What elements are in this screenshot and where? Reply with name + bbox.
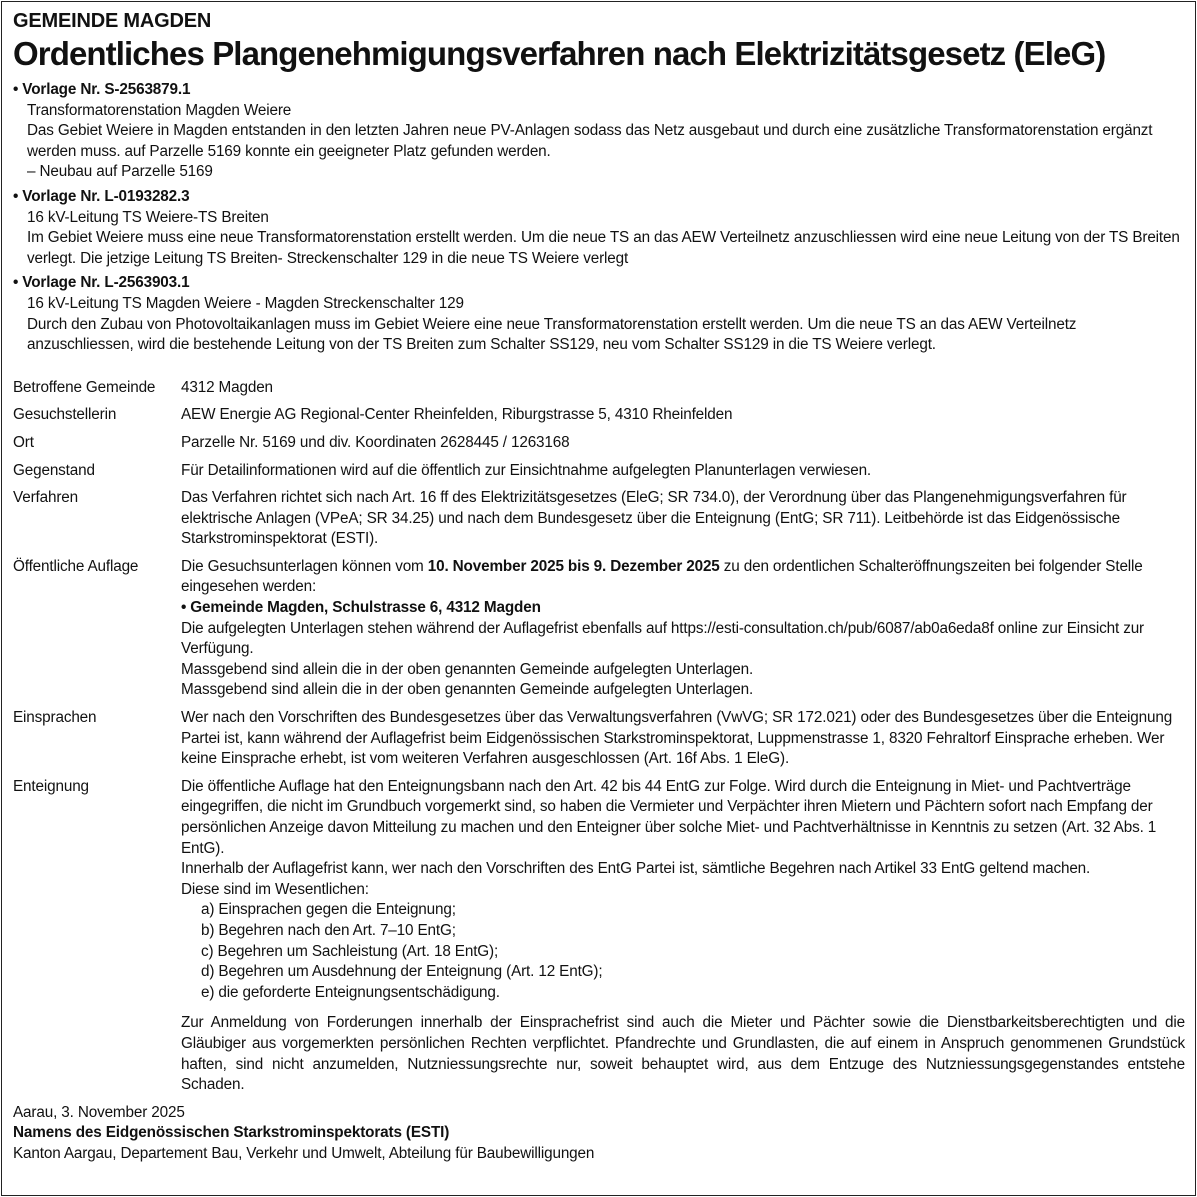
vorlage-subject: 16 kV-Leitung TS Magden Weiere - Magden Streckenschalter 129 <box>27 294 464 312</box>
vorlage-description: Im Gebiet Weiere muss eine neue Transformatorenstation erstellt werden. Um die neue TS an das AEW Verteilnetz anzuschliessen wird eine neue Leitung von der TS Breiten verlegt. Die jetzige Leitung TS Breiten- Streckenschalter 129 in die neue TS Weiere verlegt <box>27 229 1180 267</box>
info-row-auflage <box>13 557 1185 701</box>
enteignung-item: e) die geforderte Enteignungsentschädigung. <box>201 983 500 1001</box>
info-label: Ort <box>13 433 34 451</box>
notice-content <box>13 8 1185 1165</box>
vorlage-number: • Vorlage Nr. S-2563879.1 <box>13 81 191 98</box>
auflage-intro: Die Gesuchsunterlagen können vom 10. November 2025 bis 9. Dezember 2025 zu den ordentlichen Schalteröffnungszeiten bei folgender Stelle eingesehen werden: <box>181 557 1143 596</box>
info-label: Einsprachen <box>13 709 97 727</box>
info-row-gemeinde <box>13 378 1185 399</box>
info-row-verfahren <box>13 488 1185 550</box>
info-row-gegenstand <box>13 461 1185 482</box>
info-value: Parzelle Nr. 5169 und div. Koordinaten 2628445 / 1263168 <box>181 433 570 451</box>
enteignung-item: d) Begehren um Ausdehnung der Enteignung (Art. 12 EntG); <box>201 963 603 981</box>
signature-authority: Namens des Eidgenössischen Starkstrominspektorats (ESTI) <box>13 1124 450 1142</box>
enteignung-paragraph: Diese sind im Wesentlichen: <box>181 880 369 898</box>
info-value: AEW Energie AG Regional-Center Rheinfelden, Riburgstrasse 5, 4310 Rheinfelden <box>181 406 733 424</box>
auflage-location: • Gemeinde Magden, Schulstrasse 6, 4312 Magden <box>181 599 541 617</box>
auflage-online: Die aufgelegten Unterlagen stehen während der Auflagefrist ebenfalls auf https://esti-consultation.ch/pub/6087/ab0a6eda8f online zur Einsicht zur Verfügung. <box>181 619 1144 658</box>
info-label: Öffentliche Auflage <box>13 557 139 575</box>
signature-block <box>13 1103 1185 1165</box>
vorlage-item <box>13 80 1185 183</box>
info-value: Für Detailinformationen wird auf die öffentlich zur Einsichtnahme aufgelegten Planunterlagen verwiesen. <box>181 461 872 479</box>
info-row-einsprachen <box>13 708 1185 770</box>
auflage-note: Massgebend sind allein die in der oben genannten Gemeinde aufgelegten Unterlagen. <box>181 660 754 678</box>
signature-department: Kanton Aargau, Departement Bau, Verkehr und Umwelt, Abteilung für Baubewilligungen <box>13 1144 595 1162</box>
enteignung-item: b) Begehren nach den Art. 7–10 EntG; <box>201 921 456 939</box>
vorlage-subject: 16 kV-Leitung TS Weiere-TS Breiten <box>27 208 269 226</box>
vorlage-subject: Transformatorenstation Magden Weiere <box>27 101 292 119</box>
info-value: Wer nach den Vorschriften des Bundesgesetzes über das Verwaltungsverfahren (VwVG; SR 172.021) oder des Bundesgesetzes über die Enteignung Partei ist, kann während der Auflagefrist beim Eidgenössischen Starkstrominspektorat, Luppmenstrasse 1, 8320 Fehraltorf Einsprache erheben. Wer keine Einsprache erhebt, ist vom weiteren Verfahren ausgeschlossen (Art. 16f Abs. 1 EleG). <box>181 709 1173 768</box>
auflage-dates: 10. November 2025 bis 9. Dezember 2025 <box>427 557 720 575</box>
info-label: Enteignung <box>13 777 89 795</box>
auflage-note: Massgebend sind allein die in der oben genannten Gemeinde aufgelegten Unterlagen. <box>181 681 754 699</box>
enteignung-item: c) Begehren um Sachleistung (Art. 18 EntG); <box>201 942 499 960</box>
signature-date: Aarau, 3. November 2025 <box>13 1103 185 1121</box>
info-row-enteignung <box>13 777 1185 1096</box>
info-value: Das Verfahren richtet sich nach Art. 16 ff des Elektrizitätsgesetzes (EleG; SR 734.0), der Verordnung über das Plangenehmigungsverfahren für elektrische Anlagen (VPeA; SR 34.25) und nach dem Bundesgesetz über die Enteignung (EntG; SR 711). Leitbehörde ist das Eidgenössische Starkstrominspektorat (ESTI). <box>181 489 1127 548</box>
info-row-ort <box>13 433 1185 454</box>
info-label: Gesuchstellerin <box>13 406 117 424</box>
page-title: Ordentliches Plangenehmigungsverfahren nach Elektrizitätsgesetz (EleG) <box>13 35 1106 72</box>
enteignung-paragraph: Die öffentliche Auflage hat den Enteignungsbann nach den Art. 42 bis 44 EntG zur Folge. Wird durch die Enteignung in Miet- und Pachtverträge eingegriffen, die nicht im Grundbuch vorgemerkt sind, so haben die Vermieter und Verpächter ihren Mietern und Pächtern sofort nach Empfang der persönlichen Anzeige davon Mitteilung zu machen und den Enteigner über solche Miet- und Pachtverhältnisse in Kenntnis zu setzen (Art. 32 Abs. 1 EntG). <box>181 777 1157 857</box>
enteignung-item: a) Einsprachen gegen die Enteignung; <box>201 901 456 919</box>
enteignung-paragraph: Innerhalb der Auflagefrist kann, wer nach den Vorschriften des EntG Partei ist, sämtliche Begehren nach Artikel 33 EntG geltend machen. <box>181 860 1091 878</box>
info-label: Verfahren <box>13 489 78 507</box>
vorlage-number: • Vorlage Nr. L-2563903.1 <box>13 274 190 292</box>
vorlage-description: Durch den Zubau von Photovoltaikanlagen muss im Gebiet Weiere eine neue Transformatorenstation erstellt werden. Um die neue TS an das AEW Verteilnetz anzuschliessen, wird die bestehende Leitung von der TS Breiten zum Schalter SS129, neu vom Schalter SS129 in die TS Weiere verlegt. <box>27 315 1077 354</box>
municipality-heading: GEMEINDE MAGDEN <box>13 10 212 32</box>
vorlage-item <box>13 187 1185 269</box>
info-label: Betroffene Gemeinde <box>13 378 156 396</box>
vorlage-measure: – Neubau auf Parzelle 5169 <box>27 163 213 181</box>
vorlage-description: Das Gebiet Weiere in Magden entstanden in den letzten Jahren neue PV-Anlagen sodass das Netz ausgebaut und durch eine zusätzliche Transformatorenstation ergänzt werden muss. auf Parzelle 5169 konnte ein geeigneter Platz gefunden werden. <box>27 122 1153 160</box>
info-label: Gegenstand <box>13 461 95 479</box>
enteignung-paragraph: Zur Anmeldung von Forderungen innerhalb der Einsprachefrist sind auch die Mieter und Pächter sowie die Dienstbarkeitsberechtigten und die Gläubiger aus vorgemerkten persönlichen Rechten verpflichtet. Pfandrechte und Grundlasten, die auf einem in Anspruch genommenen Grundstück haften, sind nicht anzumelden, Nutzniessungsrechte nur, soweit behauptet wird, aus dem Entzuge des Nutzniessungsgegenstandes entstehe Schaden. <box>181 1014 1185 1094</box>
info-value: 4312 Magden <box>181 378 273 396</box>
vorlage-number: • Vorlage Nr. L-0193282.3 <box>13 187 190 205</box>
vorlage-item <box>13 273 1185 355</box>
info-row-gesuchstellerin <box>13 405 1185 426</box>
